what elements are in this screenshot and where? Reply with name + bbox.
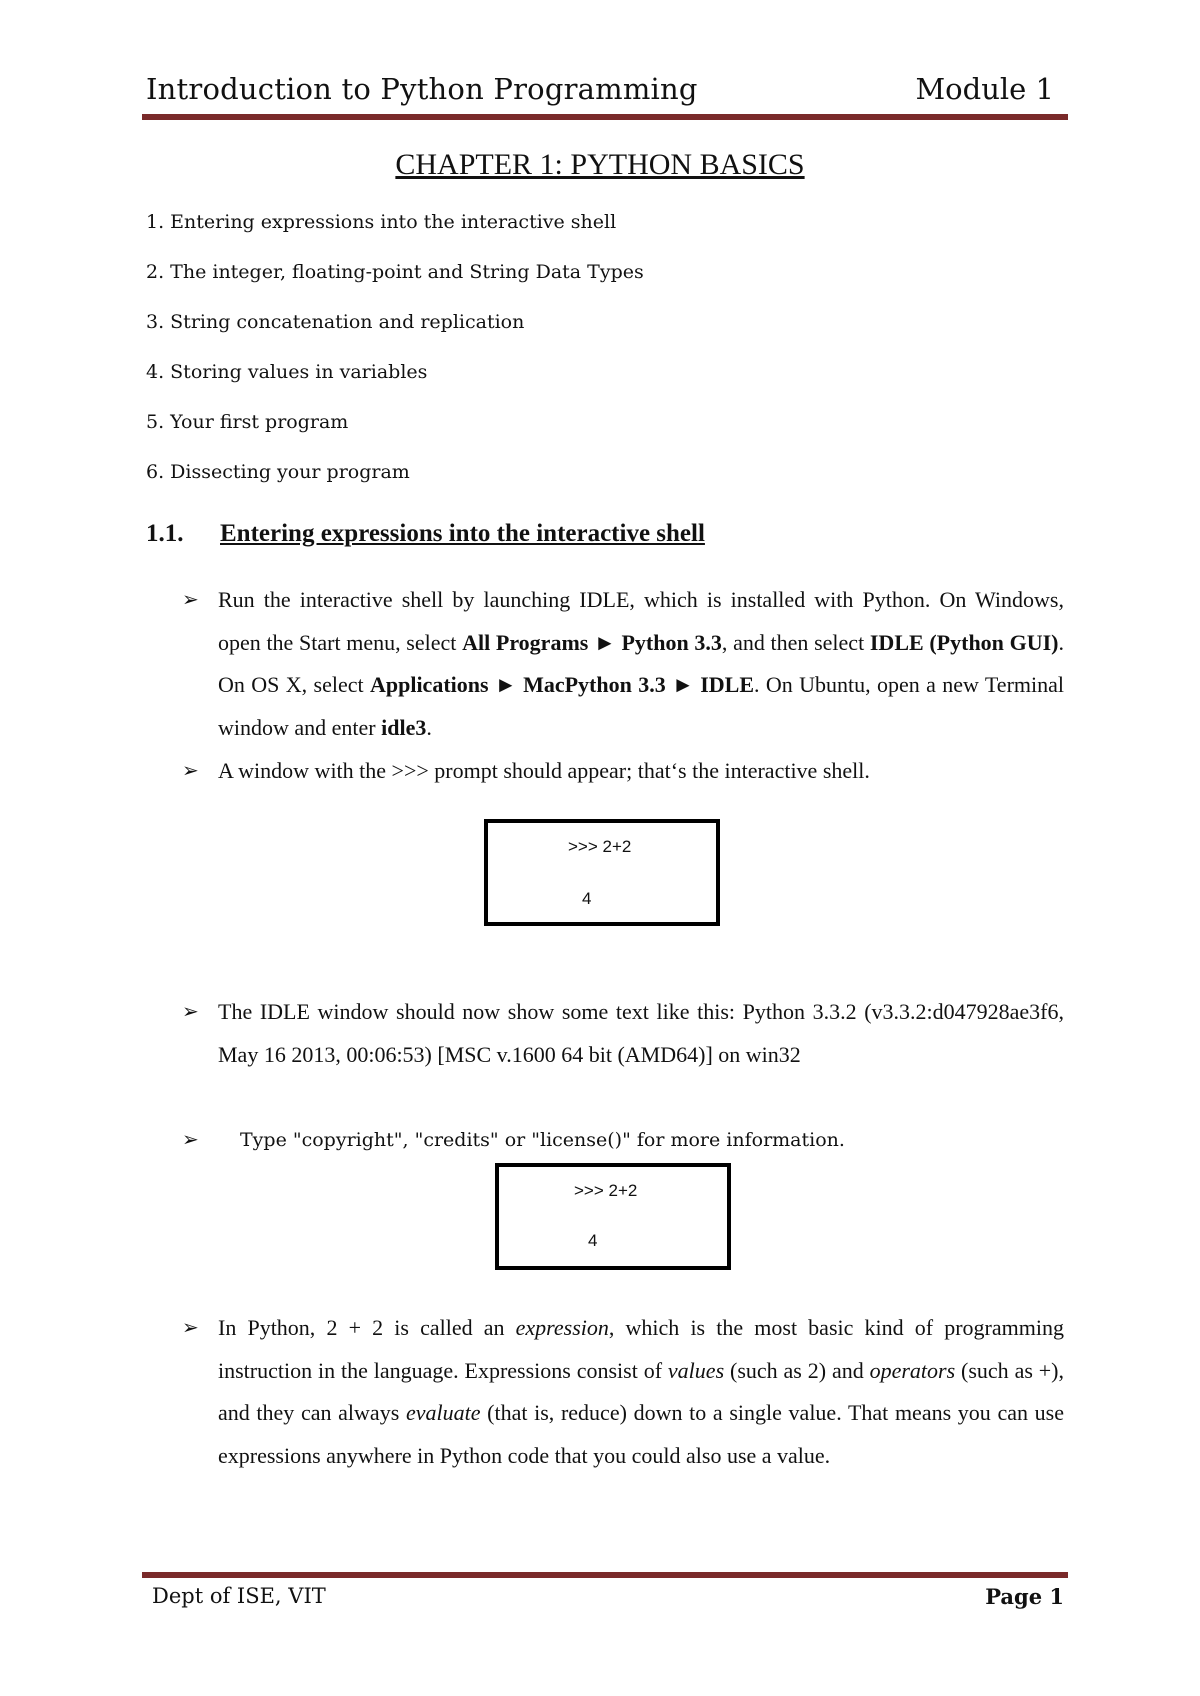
header-module: Module 1	[915, 72, 1054, 106]
bullet-copyright	[182, 1119, 1064, 1162]
section-number: 1.1.	[146, 520, 184, 547]
bullet-text: A window with the >>> prompt should appear; that‘s the interactive shell.	[218, 758, 870, 783]
bullet-text: Type "copyright", "credits" or "license()" for more information.	[240, 1129, 845, 1151]
arrow-bullet-icon: ➢	[182, 760, 199, 782]
shell-example-1	[484, 819, 720, 926]
bullet-text: In Python, 2 + 2 is called an expression, which is the most basic kind of programming instruction in the language. Expressions consist of values (such as 2) and operators (such as +), and they can always evaluate (that is, reduce) down to a single value. That means you can use expressions anywhere in Python code that you could also use a value.	[218, 1315, 1065, 1468]
shell-prompt: >>> 2+2	[568, 837, 632, 856]
section-title: Entering expressions into the interactive shell	[220, 520, 705, 547]
header-title: Introduction to Python Programming	[146, 72, 698, 106]
toc-item: 1. Entering expressions into the interactive shell	[146, 211, 617, 233]
chapter-toc	[146, 208, 1046, 508]
toc-item: 5. Your first program	[146, 411, 349, 433]
bullet-prompt	[182, 750, 1064, 793]
toc-item: 6. Dissecting your program	[146, 461, 410, 483]
shell-example-2	[495, 1163, 731, 1270]
shell-result: 4	[582, 889, 592, 908]
arrow-bullet-icon: ➢	[182, 589, 199, 611]
page-number: Page 1	[985, 1584, 1064, 1609]
bullet-text: Run the interactive shell by launching IDLE, which is installed with Python. On Windows, open the Start menu, select All Programs ► Python 3.3, and then select IDLE (Python GUI). On OS X, select Applications ► MacPython 3.3 ► IDLE. On Ubuntu, open a new Terminal window and enter idle3.	[218, 587, 1064, 740]
shell-result: 4	[588, 1231, 598, 1250]
section-heading	[146, 520, 1066, 548]
arrow-bullet-icon: ➢	[182, 1001, 199, 1023]
bullet-launch-idle	[182, 579, 1064, 749]
header-divider	[142, 114, 1068, 120]
toc-item: 4. Storing values in variables	[146, 361, 428, 383]
bullet-text: The IDLE window should now show some text like this: Python 3.3.2 (v3.3.2:d047928ae3f6, May 16 2013, 00:06:53) [MSC v.1600 64 bit (AMD64)] on win32	[218, 999, 1064, 1067]
page-header	[146, 72, 1066, 112]
bullet-idle-window	[182, 991, 1064, 1076]
shell-prompt: >>> 2+2	[574, 1181, 638, 1200]
bullet-expression	[182, 1307, 1064, 1477]
arrow-bullet-icon: ➢	[182, 1129, 199, 1151]
toc-item: 2. The integer, floating-point and String Data Types	[146, 261, 644, 283]
arrow-bullet-icon: ➢	[182, 1317, 199, 1339]
chapter-title: CHAPTER 1: PYTHON BASICS	[395, 148, 805, 181]
toc-item: 3. String concatenation and replication	[146, 311, 525, 333]
footer-department: Dept of ISE, VIT	[152, 1584, 326, 1608]
footer-divider	[142, 1572, 1068, 1578]
